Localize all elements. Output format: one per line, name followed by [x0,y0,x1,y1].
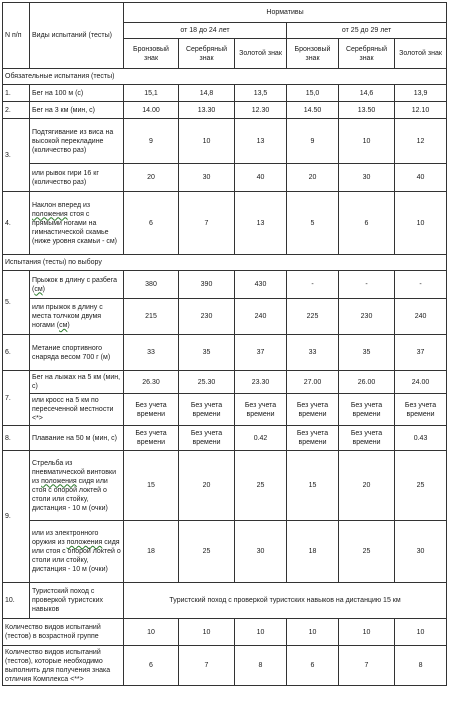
norm-value: 14.50 [287,102,339,119]
norm-value: 25 [179,521,235,583]
table-row [3,102,447,119]
norm-value: 30 [395,521,447,583]
norm-value: 6 [287,646,339,686]
norm-value: Без учета времени [124,394,179,426]
test-name-part: Стрельба из пневматической винтовки из [32,459,116,485]
row-number: 5. [3,271,30,335]
norm-value: 40 [235,164,287,192]
spellcheck-word: положения [41,477,77,485]
spellcheck-word: см [59,322,68,329]
col-num-header: N п/п [3,3,30,69]
norm-value: Без учета времени [287,426,339,451]
row-number: 8. [3,426,30,451]
norm-value: 10 [287,619,339,646]
norm-value: 14,6 [339,85,395,102]
badge-header: Серебряный знак [179,39,235,69]
test-name-part: сидя или стоя с опорой локтей о столи или стойку, дистанция - 10 м (очки) [32,477,108,512]
norm-value: 7 [339,646,395,686]
table-row [3,646,447,686]
test-name: Подтягивание из виса на высокой перекладине (количество раз) [30,119,124,164]
test-name [30,299,124,335]
test-name: или рывок гири 16 кг (количество раз) [30,164,124,192]
row-number: 1. [3,85,30,102]
row-number: 3. [3,119,30,192]
norm-value: 10 [395,192,447,255]
test-name-part: стоя с прямыми ногами на гимнастической скамье (ниже уровня скамьи - см) [32,210,117,245]
test-name-part: или из электронного оружия из [32,530,99,546]
summary-label: Количество видов испытаний (тестов), которые необходимо выполнить для получения знака отличия Комплекса <**> [3,646,124,686]
norm-value: 26.30 [124,371,179,394]
test-name-part: Прыжок в длину с разбега ( [32,276,117,293]
row-number: 7. [3,371,30,426]
test-name [30,271,124,299]
norm-value: Без учета времени [287,394,339,426]
norm-value: 12.10 [395,102,447,119]
norm-value: 13,9 [395,85,447,102]
table-row [3,619,447,646]
table-row [3,85,447,102]
norm-value: 10 [395,619,447,646]
norms-header: Нормативы [124,3,447,23]
test-name: Бег на 100 м (с) [30,85,124,102]
norm-value: 13 [235,119,287,164]
norm-value: 13 [235,192,287,255]
norm-value: 27.00 [287,371,339,394]
table-row [3,371,447,394]
row-number: 10. [3,583,30,619]
norm-value: 30 [339,164,395,192]
section-row [3,255,447,271]
test-name: или кросс на 5 км по пересеченной местности <*> [30,394,124,426]
table-row [3,426,447,451]
test-name-part: или прыжок в длину с места толчком двумя ногами ( [32,304,103,329]
norm-value: 10 [339,619,395,646]
norm-value: 13.30 [179,102,235,119]
badge-header: Золотой знак [235,39,287,69]
test-name: Бег на 3 км (мин, с) [30,102,124,119]
norm-value: Без учета времени [124,426,179,451]
spellcheck-word: см [34,285,43,293]
norm-value: 15,0 [287,85,339,102]
row-number: 9. [3,451,30,583]
norm-value: 380 [124,271,179,299]
test-name-part: сидя или стоя с опорой локтей о столи или стойку, дистанция - 10 м (очки) [32,539,121,573]
norm-value: 33 [124,335,179,371]
norm-value: 6 [124,192,179,255]
test-name-part: ) [67,322,70,329]
section-row [3,69,447,85]
norm-value: 15 [124,451,179,521]
norm-value: 230 [179,299,235,335]
table-row [3,164,447,192]
test-name [30,521,124,583]
table-row [3,451,447,521]
norm-value: 35 [179,335,235,371]
row-number: 4. [3,192,30,255]
norm-value: 240 [395,299,447,335]
age-group-header: от 25 до 29 лет [287,23,447,39]
norm-value: 0.42 [235,426,287,451]
norm-value: 23.30 [235,371,287,394]
norm-value: 7 [179,192,235,255]
spellcheck-word: положения [66,539,103,546]
spellcheck-word: положения [32,210,68,218]
norm-value: 37 [395,335,447,371]
norm-value: 37 [235,335,287,371]
norm-value: 10 [235,619,287,646]
norm-value: 9 [124,119,179,164]
norm-value: 15,1 [124,85,179,102]
norm-value: 14,8 [179,85,235,102]
norm-value: Без учета времени [395,394,447,426]
norm-value: 390 [179,271,235,299]
norms-table [2,2,447,686]
norm-value: 20 [124,164,179,192]
section-title: Обязательные испытания (тесты) [3,69,447,85]
norm-value: 10 [179,119,235,164]
norm-value: 14.00 [124,102,179,119]
badge-header: Золотой знак [395,39,447,69]
norm-value: 40 [395,164,447,192]
norm-value: 225 [287,299,339,335]
norm-value: 215 [124,299,179,335]
badge-header: Бронзовый знак [287,39,339,69]
row-number: 6. [3,335,30,371]
test-name: Туристский поход с проверкой туристских навыков [30,583,124,619]
norm-value: 25.30 [179,371,235,394]
norm-value: 8 [395,646,447,686]
summary-label: Количество видов испытаний (тестов) в возрастной группе [3,619,124,646]
norm-value: 10 [124,619,179,646]
norm-value: - [287,271,339,299]
test-name-part: Наклон вперед из [32,201,91,209]
table-row [3,271,447,299]
norm-value: 30 [235,521,287,583]
norm-value: 33 [287,335,339,371]
merged-norm-value: Туристский поход с проверкой туристских навыков на дистанцию 15 км [124,583,447,619]
header-row [3,3,447,23]
norm-value: 20 [287,164,339,192]
norm-value: 430 [235,271,287,299]
norm-value: Без учета времени [339,426,395,451]
age-group-header: от 18 до 24 лет [124,23,287,39]
table-row [3,583,447,619]
norm-value: 10 [339,119,395,164]
norm-value: 230 [339,299,395,335]
table-row [3,192,447,255]
norm-value: 9 [287,119,339,164]
norm-value: 15 [287,451,339,521]
norm-value: 240 [235,299,287,335]
norm-value: 13,5 [235,85,287,102]
test-name: Метание спортивного снаряда весом 700 г (м) [30,335,124,371]
norm-value: 0.43 [395,426,447,451]
norm-value: - [395,271,447,299]
norm-value: 20 [179,451,235,521]
norm-value: 25 [235,451,287,521]
norm-value: Без учета времени [235,394,287,426]
norm-value: 24.00 [395,371,447,394]
norm-value: 5 [287,192,339,255]
col-tests-header: Виды испытаний (тесты) [30,3,124,69]
table-row [3,335,447,371]
test-name: Бег на лыжах на 5 км (мин, с) [30,371,124,394]
norm-value: 25 [339,521,395,583]
table-row [3,119,447,164]
norm-value: 6 [124,646,179,686]
test-name-part: ) [42,285,45,293]
table-row [3,299,447,335]
norm-value: 35 [339,335,395,371]
norm-value: - [339,271,395,299]
norm-value: 10 [179,619,235,646]
section-title: Испытания (тесты) по выбору [3,255,447,271]
norm-value: 12.30 [235,102,287,119]
norm-value: 25 [395,451,447,521]
test-name [30,451,124,521]
table-row [3,521,447,583]
norm-value: 8 [235,646,287,686]
badge-header: Бронзовый знак [124,39,179,69]
table-row [3,394,447,426]
norm-value: 7 [179,646,235,686]
row-number: 2. [3,102,30,119]
badge-header: Серебряный знак [339,39,395,69]
norm-value: 18 [124,521,179,583]
norm-value: 30 [179,164,235,192]
norm-value: 18 [287,521,339,583]
norm-value: 12 [395,119,447,164]
norms-document [2,2,447,686]
norm-value: 6 [339,192,395,255]
test-name: Плавание на 50 м (мин, с) [30,426,124,451]
norm-value: Без учета времени [179,426,235,451]
test-name [30,192,124,255]
norm-value: Без учета времени [179,394,235,426]
norm-value: 13.50 [339,102,395,119]
norm-value: 20 [339,451,395,521]
norm-value: 26.00 [339,371,395,394]
norm-value: Без учета времени [339,394,395,426]
